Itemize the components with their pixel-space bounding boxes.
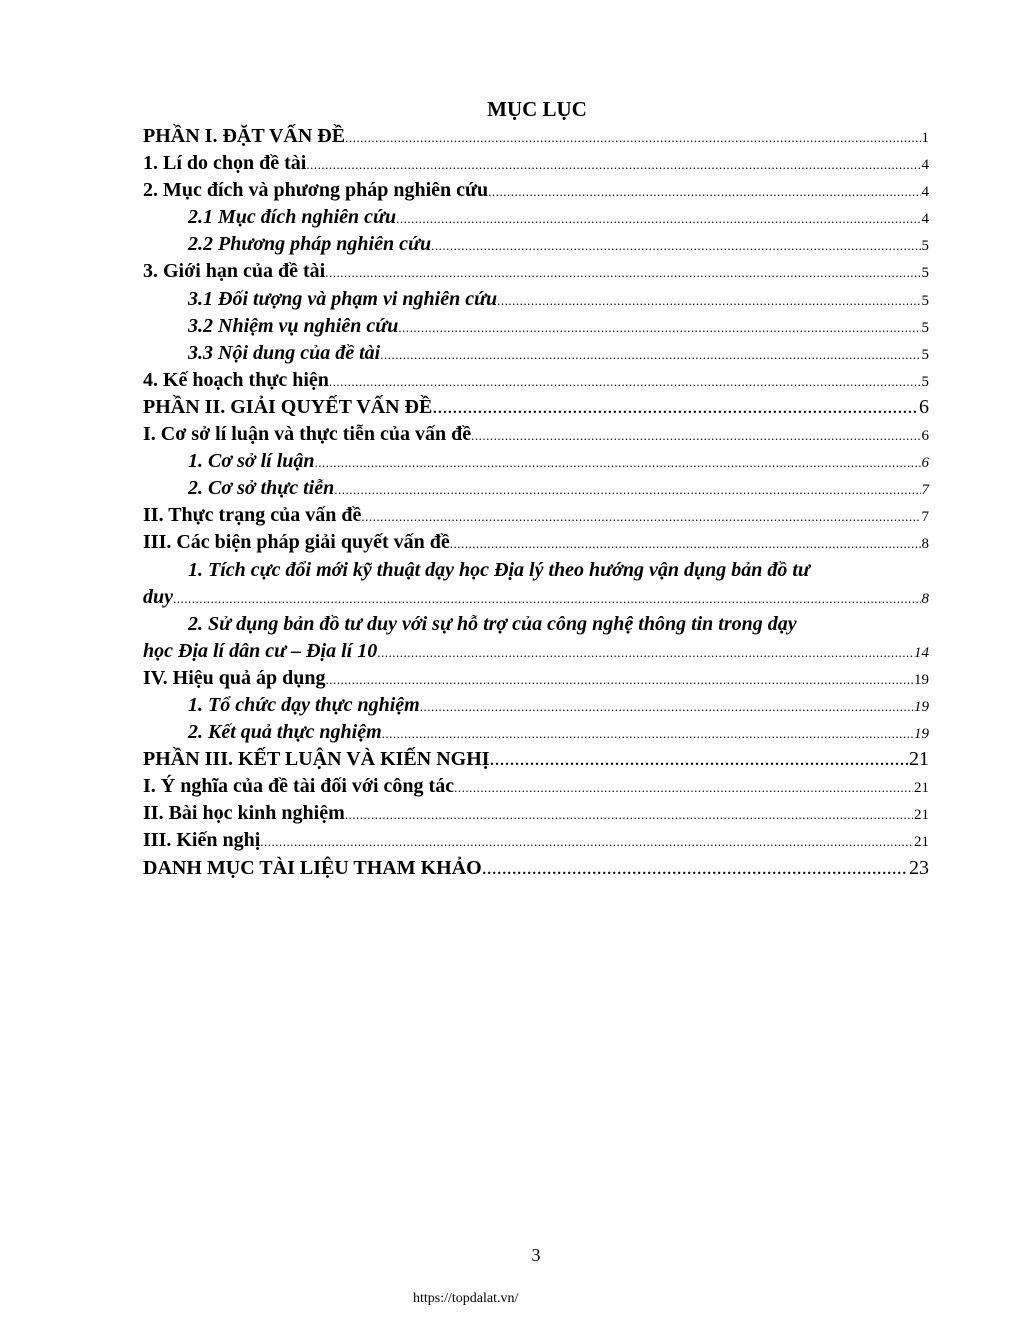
toc-entry-leader (173, 585, 921, 612)
toc-entry-leader (396, 205, 920, 232)
toc-entry[interactable] (143, 611, 929, 638)
toc-entry-label: 2. Kết quả thực nghiệm (188, 721, 382, 744)
toc-entry-label: 3.1 Đối tượng và phạm vi nghiên cứu (188, 287, 498, 310)
toc-entry[interactable] (143, 394, 929, 421)
toc-entry-page: 19 (914, 671, 929, 688)
toc-entry-page: 7 (921, 509, 929, 526)
toc-entry-label: III. Các biện pháp giải quyết vấn đề (143, 531, 450, 554)
toc-entry-leader (488, 178, 920, 205)
toc-entry[interactable] (143, 448, 929, 475)
toc-entry[interactable] (143, 340, 929, 367)
toc-entry-leader (329, 368, 921, 395)
toc-entry-page: 6 (919, 395, 929, 418)
toc-entry-page: 4 (921, 157, 929, 174)
toc-entry-leader (398, 314, 920, 341)
toc-entry-page: 21 (914, 780, 929, 797)
toc-entry-page: 5 (921, 292, 929, 309)
toc-entry-page: 5 (921, 346, 929, 363)
toc-entry[interactable] (143, 258, 929, 285)
toc-entry-page: 8 (921, 590, 929, 607)
toc-entry-label: 2. Mục đích và phương pháp nghiên cứu (143, 179, 489, 202)
toc-entry-label: PHẦN III. KẾT LUẬN VÀ KIẾN NGHỊ (143, 748, 490, 771)
toc-entry-leader (471, 422, 920, 449)
toc-entry-label: 1. Tổ chức dạy thực nghiệm (188, 693, 420, 716)
toc-entry[interactable] (143, 367, 929, 394)
toc-entry-leader (454, 774, 913, 801)
toc-entry-page: 5 (921, 238, 929, 255)
toc-entry[interactable] (143, 123, 929, 150)
toc-entry-page: 5 (921, 373, 929, 390)
toc-entry-leader (260, 828, 913, 855)
toc-entry[interactable] (143, 313, 929, 340)
toc-entry-leader (325, 259, 920, 286)
toc-entry-label: I. Ý nghĩa của đề tài đối với công tác (143, 775, 455, 798)
page-number: 3 (531, 1245, 541, 1265)
toc-entry-leader (420, 693, 913, 720)
toc-entry[interactable] (143, 421, 929, 448)
toc-entry-leader (334, 476, 920, 503)
toc-entry[interactable] (143, 177, 929, 204)
toc-entry-leader (450, 530, 921, 557)
toc-entry-leader (382, 720, 913, 747)
toc-entry[interactable] (143, 638, 929, 665)
page-title: MỤC LỤC (487, 97, 587, 121)
toc-entry[interactable] (143, 855, 929, 882)
toc-entry-label: II. Bài học kinh nghiệm (143, 802, 345, 825)
toc-entry-label: PHẦN I. ĐẶT VẤN ĐỀ (143, 125, 346, 147)
table-of-contents (143, 123, 929, 882)
toc-entry-label: 2.1 Mục đích nghiên cứu (188, 206, 397, 229)
toc-entry-leader (431, 232, 920, 259)
toc-entry-leader (432, 394, 918, 421)
toc-entry-label: III. Kiến nghị (143, 829, 261, 852)
toc-entry-label: 1. Cơ sở lí luận (188, 450, 315, 473)
toc-entry-page: 21 (914, 834, 929, 851)
footer-url[interactable]: https://topdalat.vn/ (413, 1291, 519, 1306)
toc-entry-page: 6 (921, 428, 929, 445)
toc-entry[interactable] (143, 665, 929, 692)
toc-entry-label: học Địa lí dân cư – Địa lí 10 (143, 639, 378, 662)
toc-entry-page: 5 (921, 265, 929, 282)
toc-entry[interactable] (143, 286, 929, 313)
toc-entry[interactable] (143, 800, 929, 827)
toc-entry-page: 14 (914, 644, 929, 661)
toc-entry-leader (345, 801, 913, 828)
toc-entry-leader (315, 449, 921, 476)
toc-entry[interactable] (143, 204, 929, 231)
toc-entry-page: 4 (921, 184, 929, 201)
toc-entry-page: 21 (909, 748, 929, 771)
toc-entry-label: 2. Sử dụng bản đồ tư duy với sự hỗ trợ của công nghệ thông tin trong dạy (188, 612, 797, 635)
toc-entry-page: 21 (914, 807, 929, 824)
toc-entry-page: 8 (921, 536, 929, 553)
toc-entry-page: 19 (914, 698, 929, 715)
toc-entry-leader (326, 666, 914, 693)
toc-entry[interactable] (143, 746, 929, 773)
toc-entry-label: 3.2 Nhiệm vụ nghiên cứu (188, 314, 399, 337)
toc-entry-leader (497, 287, 920, 314)
toc-entry-page: 5 (921, 319, 929, 336)
toc-entry-label: 1. Tích cực đổi mới kỹ thuật dạy học Địa lý theo hướng vận dụng bản đồ tư (188, 558, 810, 581)
toc-entry-label: 4. Kế hoạch thực hiện (143, 368, 329, 391)
toc-entry-label: duy (143, 585, 173, 608)
toc-entry[interactable] (143, 150, 929, 177)
toc-entry-label: I. Cơ sở lí luận và thực tiễn của vấn đề (143, 423, 472, 446)
toc-entry-page: 23 (909, 856, 929, 879)
toc-entry-label: DANH MỤC TÀI LIỆU THAM KHẢO (143, 856, 482, 879)
toc-entry[interactable] (143, 231, 929, 258)
toc-entry-label: 2. Cơ sở thực tiễn (188, 477, 335, 500)
toc-entry[interactable] (143, 502, 929, 529)
toc-entry-leader (306, 151, 920, 178)
toc-entry-leader (345, 124, 920, 151)
toc-entry-label: 3.3 Nội dung của đề tài (188, 341, 381, 364)
toc-entry-label: II. Thực trạng của vấn đề (143, 504, 362, 527)
toc-entry-label: 2.2 Phương pháp nghiên cứu (188, 233, 432, 256)
toc-entry-leader (377, 639, 913, 666)
toc-entry[interactable] (143, 827, 929, 854)
toc-entry-page: 1 (921, 130, 929, 146)
toc-entry[interactable] (143, 557, 929, 584)
toc-entry-page: 7 (921, 482, 929, 499)
toc-entry[interactable] (143, 584, 929, 611)
toc-entry[interactable] (143, 529, 929, 556)
toc-entry-page: 4 (921, 211, 929, 228)
toc-entry[interactable] (143, 773, 929, 800)
toc-entry-leader (482, 855, 908, 882)
toc-entry[interactable] (143, 475, 929, 502)
toc-entry-leader (490, 746, 908, 773)
toc-entry-leader (361, 503, 920, 530)
toc-entry[interactable] (143, 719, 929, 746)
toc-entry-label: 1. Lí do chọn đề tài (143, 152, 307, 175)
toc-entry-label: PHẦN II. GIẢI QUYẾT VẤN ĐỀ (143, 395, 433, 418)
toc-entry-label: IV. Hiệu quả áp dụng (143, 666, 326, 689)
toc-entry-label: 3. Giới hạn của đề tài (143, 260, 326, 283)
toc-entry[interactable] (143, 692, 929, 719)
toc-entry-page: 6 (921, 455, 929, 472)
toc-entry-leader (380, 341, 920, 368)
toc-entry-page: 19 (914, 726, 929, 743)
